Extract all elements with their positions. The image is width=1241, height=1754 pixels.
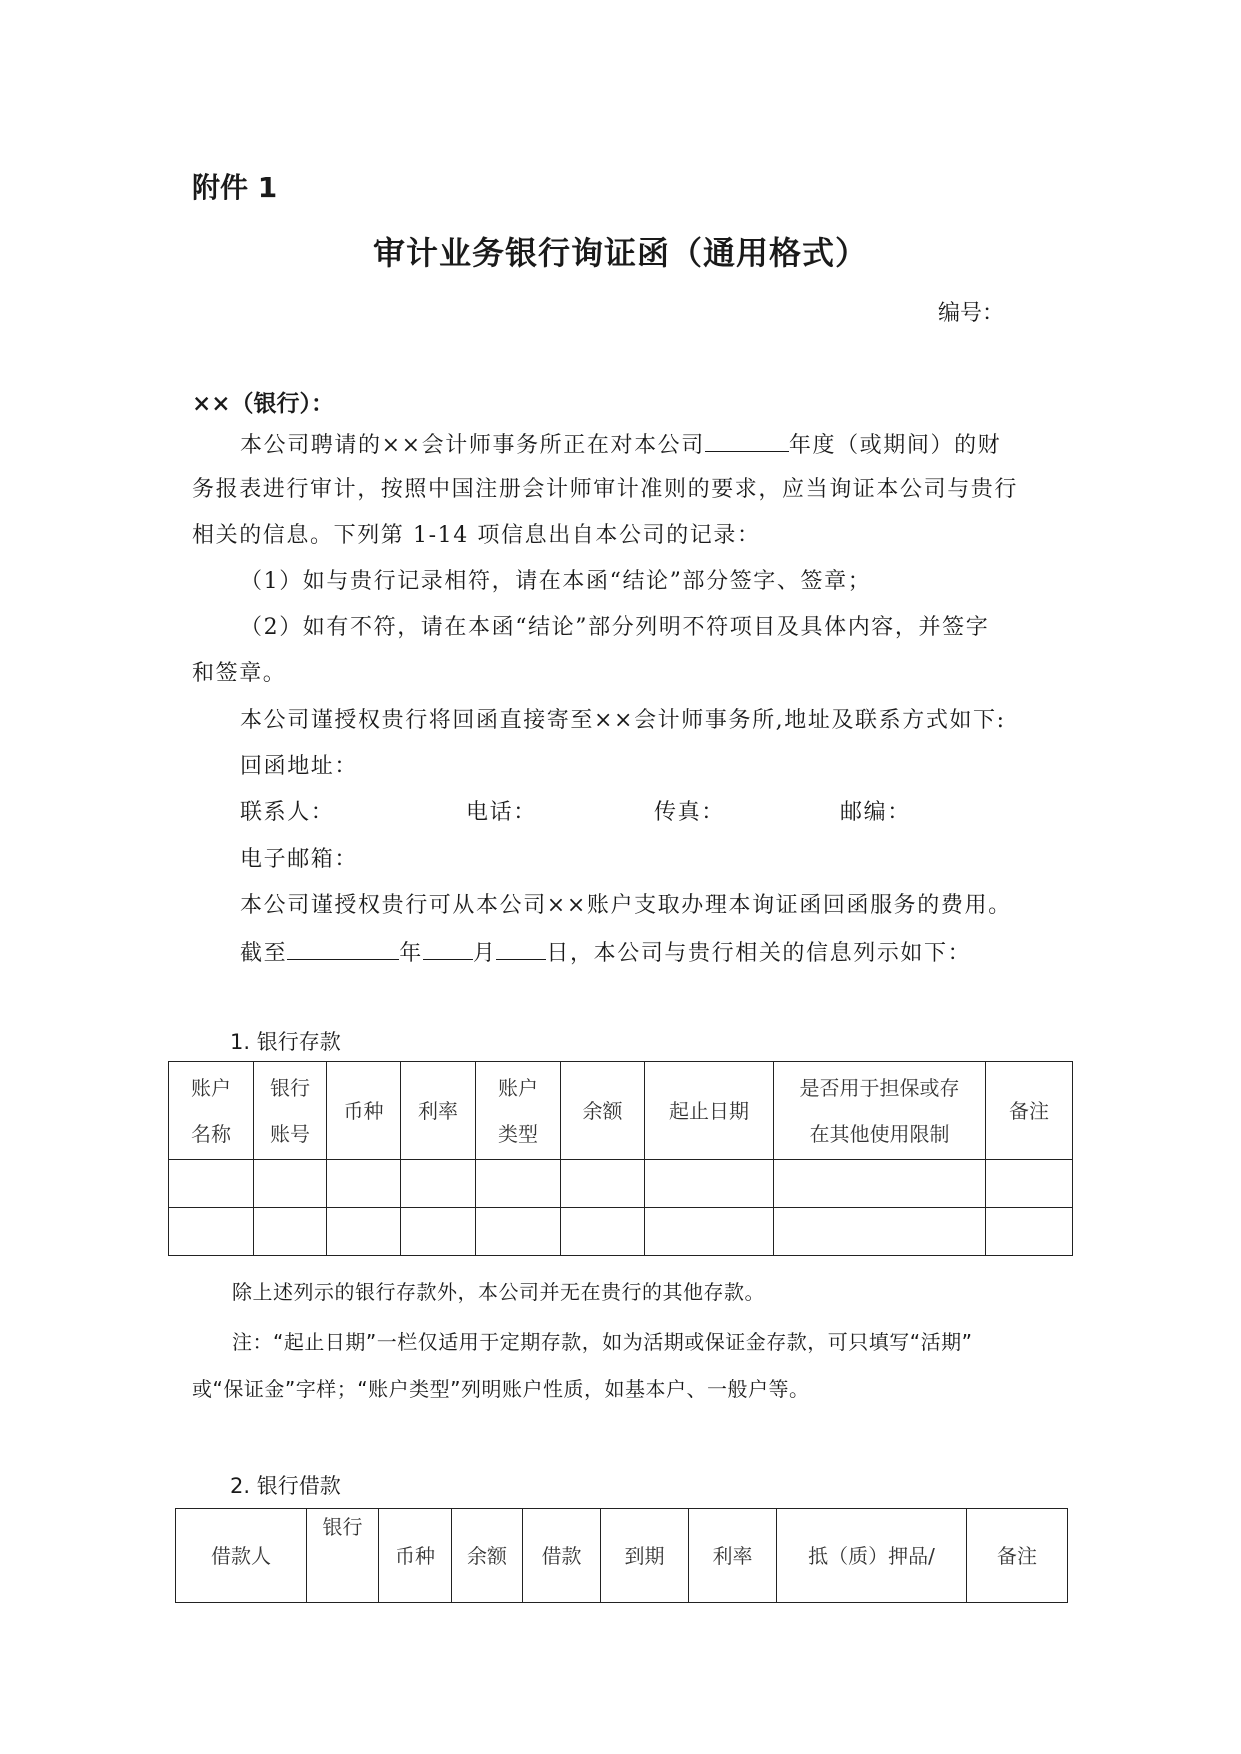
email-label: 电子邮箱： bbox=[240, 847, 359, 872]
deposit-col-bank-account: 银行 账号 bbox=[254, 1062, 327, 1160]
table-cell[interactable] bbox=[561, 1208, 645, 1256]
loan-col-currency: 币种 bbox=[379, 1509, 452, 1603]
table-cell[interactable] bbox=[401, 1160, 476, 1208]
as-of-day-blank[interactable] bbox=[496, 937, 546, 960]
authorization-fee-text: 本公司谨授权贵行可从本公司××账户支取办理本询证函回函服务的费用。 bbox=[240, 893, 1012, 918]
table-cell[interactable] bbox=[774, 1208, 986, 1256]
deposit-col-currency: 币种 bbox=[327, 1062, 401, 1160]
loan-col-remarks: 备注 bbox=[967, 1509, 1068, 1603]
addressee: ××（银行）： bbox=[192, 390, 335, 417]
loan-col-rate: 利率 bbox=[689, 1509, 777, 1603]
attachment-label: 附件 1 bbox=[192, 171, 278, 204]
table-cell[interactable] bbox=[476, 1160, 561, 1208]
table-cell[interactable] bbox=[645, 1208, 774, 1256]
table-row bbox=[169, 1208, 1073, 1256]
deposit-col-remarks: 备注 bbox=[986, 1062, 1073, 1160]
deposit-note-line2: 或“保证金”字样；“账户类型”列明账户性质，如基本户、一般户等。 bbox=[192, 1377, 810, 1401]
as-of-year-blank[interactable] bbox=[287, 937, 399, 960]
deposit-col-balance: 余额 bbox=[561, 1062, 645, 1160]
bank-loan-table bbox=[175, 1508, 1068, 1603]
as-of-month-blank[interactable] bbox=[423, 937, 473, 960]
paragraph1-text-b: 年度（或期间）的财 bbox=[788, 433, 1002, 458]
loan-col-balance: 余额 bbox=[452, 1509, 523, 1603]
paragraph1-line2: 务报表进行审计，按照中国注册会计师审计准则的要求，应当询证本公司与贵行 bbox=[192, 477, 1019, 502]
table-cell[interactable] bbox=[254, 1160, 327, 1208]
deposit-col-restriction: 是否用于担保或存 在其他使用限制 bbox=[774, 1062, 986, 1160]
phone-label: 电话： bbox=[466, 800, 537, 825]
table-cell[interactable] bbox=[254, 1208, 327, 1256]
table-row bbox=[169, 1160, 1073, 1208]
table-cell[interactable] bbox=[645, 1160, 774, 1208]
as-of-year: 年 bbox=[399, 941, 423, 966]
bank-deposit-table bbox=[168, 1061, 1073, 1256]
table-cell[interactable] bbox=[169, 1160, 254, 1208]
table-cell[interactable] bbox=[986, 1208, 1073, 1256]
table-cell[interactable] bbox=[986, 1160, 1073, 1208]
deposit-col-account-type: 账户 类型 bbox=[476, 1062, 561, 1160]
deposit-col-account-name: 账户 名称 bbox=[169, 1062, 254, 1160]
as-of-prefix: 截至 bbox=[240, 941, 288, 966]
section1-heading: 1. 银行存款 bbox=[230, 1030, 341, 1054]
table-cell[interactable] bbox=[561, 1160, 645, 1208]
loan-col-bank: 银行 bbox=[307, 1509, 379, 1603]
table-cell[interactable] bbox=[169, 1208, 254, 1256]
as-of-day: 日，本公司与贵行相关的信息列示如下： bbox=[546, 941, 972, 966]
loan-col-maturity: 到期 bbox=[601, 1509, 689, 1603]
as-of-line bbox=[240, 937, 971, 969]
table-cell[interactable] bbox=[327, 1160, 401, 1208]
loan-col-collateral: 抵（质）押品/ bbox=[777, 1509, 967, 1603]
paragraph1-text-a: 本公司聘请的××会计师事务所正在对本公司 bbox=[240, 433, 705, 458]
section2-heading: 2. 银行借款 bbox=[230, 1474, 341, 1498]
table-cell[interactable] bbox=[401, 1208, 476, 1256]
loan-col-loan: 借款 bbox=[523, 1509, 601, 1603]
postcode-label: 邮编： bbox=[840, 800, 911, 825]
table-cell[interactable] bbox=[476, 1208, 561, 1256]
deposit-after-table-text: 除上述列示的银行存款外，本公司并无在贵行的其他存款。 bbox=[232, 1280, 765, 1304]
fax-label: 传真： bbox=[654, 800, 725, 825]
item1-text: （1）如与贵行记录相符，请在本函“结论”部分签字、签章； bbox=[240, 569, 872, 594]
deposit-note-line1: 注：“起止日期”一栏仅适用于定期存款，如为活期或保证金存款，可只填写“活期” bbox=[232, 1330, 973, 1354]
reply-address-label: 回函地址： bbox=[240, 754, 359, 779]
item2-line1: （2）如有不符，请在本函“结论”部分列明不符项目及具体内容，并签字 bbox=[240, 615, 990, 640]
deposit-col-date-range: 起止日期 bbox=[645, 1062, 774, 1160]
loan-col-borrower: 借款人 bbox=[176, 1509, 307, 1603]
deposit-col-rate: 利率 bbox=[401, 1062, 476, 1160]
loan-header-row bbox=[176, 1509, 1068, 1603]
authorization-mail-text: 本公司谨授权贵行将回函直接寄至××会计师事务所,地址及联系方式如下: bbox=[240, 708, 1006, 733]
contact-person-label: 联系人： bbox=[240, 800, 335, 825]
deposit-header-row bbox=[169, 1062, 1073, 1160]
table-cell[interactable] bbox=[327, 1208, 401, 1256]
page-title: 审计业务银行询证函（通用格式） bbox=[372, 234, 868, 272]
item2-line2: 和签章。 bbox=[192, 661, 287, 686]
document-number-label: 编号： bbox=[938, 301, 1005, 326]
year-blank[interactable] bbox=[705, 429, 789, 452]
paragraph1-line3: 相关的信息。下列第 1-14 项信息出自本公司的记录： bbox=[192, 523, 761, 548]
as-of-month: 月 bbox=[472, 941, 497, 966]
paragraph1-line1 bbox=[240, 429, 1001, 461]
table-cell[interactable] bbox=[774, 1160, 986, 1208]
